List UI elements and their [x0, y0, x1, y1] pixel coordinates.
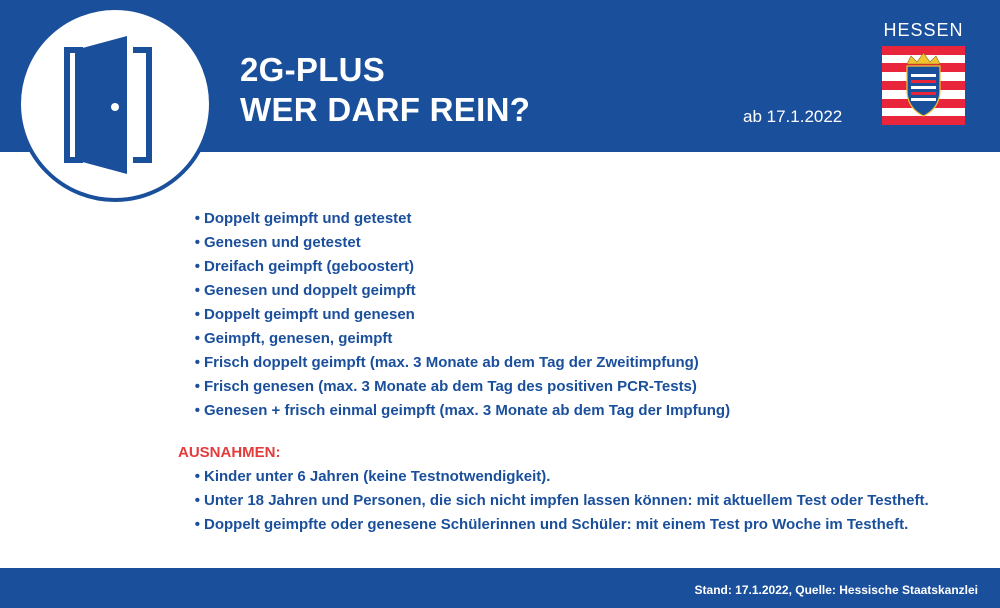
bullet-icon: • [194, 306, 200, 323]
bullet-icon: • [194, 402, 200, 419]
rule-text: Doppelt geimpft und genesen [204, 306, 415, 323]
exception-text: Unter 18 Jahren und Personen, die sich nicht impfen lassen können: mit aktuellem Test oder Testheft. [204, 492, 929, 509]
rule-text: Genesen und getestet [204, 234, 361, 251]
footer-source: Stand: 17.1.2022, Quelle: Hessische Staatskanzlei [694, 583, 978, 597]
list-item [178, 465, 988, 489]
rules-list [178, 207, 988, 423]
bullet-icon: • [194, 330, 200, 347]
title-line-2: WER DARF REIN? [240, 91, 531, 128]
brand-name: HESSEN [883, 20, 964, 40]
coat-of-arms-icon [882, 46, 965, 125]
bullet-icon: • [194, 210, 200, 227]
rule-text: Genesen + frisch einmal geimpft (max. 3 Monate ab dem Tag der Impfung) [204, 402, 731, 419]
door-badge [17, 6, 213, 202]
bullet-icon: • [194, 468, 200, 485]
list-item [178, 255, 988, 279]
list-item [178, 279, 988, 303]
list-item [178, 207, 988, 231]
bullet-icon: • [194, 492, 200, 509]
title-line-1: 2G-PLUS [240, 51, 386, 88]
bullet-icon: • [194, 378, 200, 395]
exception-text: Doppelt geimpfte oder genesene Schülerinnen und Schüler: mit einem Test pro Woche im Testheft. [204, 516, 909, 533]
list-item [178, 303, 988, 327]
rule-text: Doppelt geimpft und getestet [204, 210, 412, 227]
bullet-icon: • [194, 234, 200, 251]
rule-text: Frisch doppelt geimpft (max. 3 Monate ab dem Tag der Zweitimpfung) [204, 354, 699, 371]
list-item [178, 231, 988, 255]
rule-text: Dreifach geimpft (geboostert) [204, 258, 415, 275]
exceptions-list [178, 465, 988, 537]
rule-text: Genesen und doppelt geimpft [204, 282, 416, 299]
list-item [178, 351, 988, 375]
bullet-icon: • [194, 354, 200, 371]
bullet-icon: • [194, 258, 200, 275]
exception-text: Kinder unter 6 Jahren (keine Testnotwendigkeit). [204, 468, 551, 485]
page-title [240, 50, 530, 130]
effective-date: ab 17.1.2022 [743, 107, 843, 126]
list-item [178, 375, 988, 399]
door-icon [21, 10, 209, 198]
list-item [178, 327, 988, 351]
footer-band [0, 568, 1000, 608]
exceptions-heading: AUSNAHMEN: [178, 444, 281, 461]
list-item [178, 513, 988, 537]
rule-text: Frisch genesen (max. 3 Monate ab dem Tag des positiven PCR-Tests) [204, 378, 697, 395]
bullet-icon: • [194, 282, 200, 299]
list-item [178, 489, 988, 513]
list-item [178, 399, 988, 423]
bullet-icon: • [194, 516, 200, 533]
rule-text: Geimpft, genesen, geimpft [204, 330, 393, 347]
main-content [178, 207, 988, 537]
